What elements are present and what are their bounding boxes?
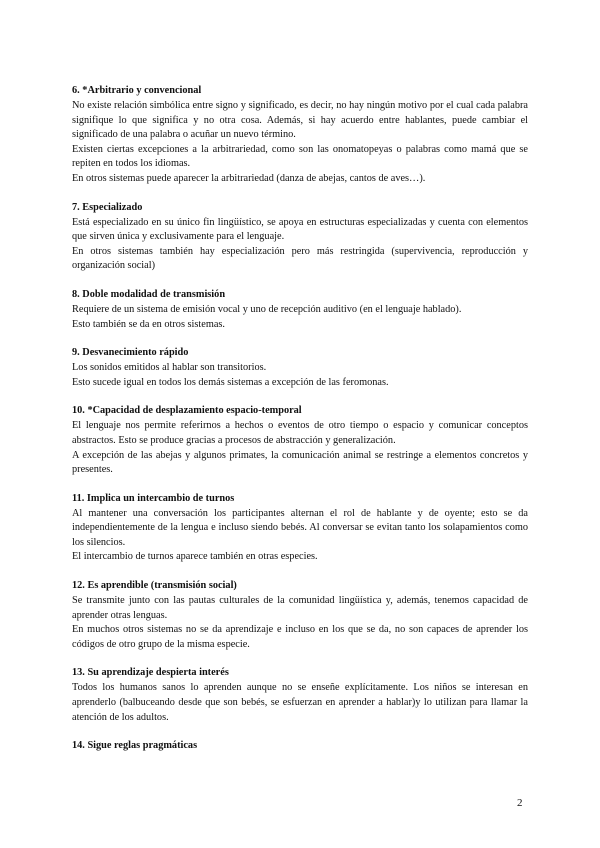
section-title: 14. Sigue reglas pragmáticas (72, 740, 198, 752)
section-title: 13. Su aprendizaje despierta interés (72, 667, 229, 679)
paragraph: Todos los humanos sanos lo aprenden aunque no se enseñe explícitamente. Los niños se interesan en aprenderlo (balbuceando desde que son bebés, se esfuerzan en aprender a hablar)y lo utilizan para llamar la atención de los adultos. (72, 682, 528, 723)
section-7 (72, 201, 528, 274)
paragraph: Se transmite junto con las pautas culturales de la comunidad lingüística y, además, tenemos capacidad de aprender otras lenguas. (72, 595, 528, 621)
section-10 (72, 404, 528, 477)
document-page (72, 84, 528, 767)
section-12 (72, 579, 528, 652)
paragraph: Está especializado en su único fin lingüístico, se apoya en estructuras especializadas y cuenta con elementos que sirven única y exclusivamente para el lenguaje. (72, 216, 528, 243)
section-title: 7. Especializado (72, 201, 143, 213)
paragraph: Existen ciertas excepciones a la arbitrariedad, como son las onomatopeyas o palabras como mamá que se repiten en todos los idiomas. (72, 143, 528, 170)
section-title: 9. Desvanecimiento rápido (72, 347, 189, 359)
paragraph: Los sonidos emitidos al hablar son transitorios. (72, 362, 267, 374)
paragraph: No existe relación simbólica entre signo y significado, es decir, no hay ningún motivo por el cual cada palabra signifique lo que significa y no otra cosa. Además, si hay acuerdo entre hablantes, puede cambiar el significado de una palabra o acuñar un nuevo término. (72, 100, 528, 141)
section-9 (72, 346, 528, 390)
section-title: 10. *Capacidad de desplazamiento espacio-temporal (72, 405, 302, 417)
page-number: 2 (517, 797, 523, 809)
section-title: 11. Implica un intercambio de turnos (72, 492, 235, 504)
section-title: 8. Doble modalidad de transmisión (72, 288, 226, 300)
paragraph: A excepción de las abejas y algunos primates, la comunicación animal se restringe a elementos concretos y presentes. (72, 449, 528, 476)
paragraph: El intercambio de turnos aparece también en otras especies. (72, 551, 318, 563)
paragraph: Al mantener una conversación los participantes alternan el rol de hablante y de oyente; esto se da independientemente de la lengua e incluso siendo bebés. Al conversar se evitan tanto los solapamientos como los silencios. (72, 507, 528, 548)
paragraph: Esto sucede igual en todos los demás sistemas a excepción de las feromonas. (72, 376, 389, 388)
paragraph: En muchos otros sistemas no se da aprendizaje e incluso en los que se da, no son capaces de aprender los códigos de otro grupo de la misma especie. (72, 624, 528, 650)
section-title: 12. Es aprendible (transmisión social) (72, 580, 237, 592)
section-8 (72, 288, 528, 332)
section-11 (72, 492, 528, 565)
section-6 (72, 84, 528, 187)
section-title: 6. *Arbitrario y convencional (72, 85, 202, 96)
paragraph: En otros sistemas puede aparecer la arbitrariedad (danza de abejas, cantos de aves…). (72, 172, 426, 184)
section-14 (72, 739, 528, 753)
paragraph: En otros sistemas también hay especialización pero más restringida (supervivencia, reproducción y organización social) (72, 245, 528, 272)
paragraph: Requiere de un sistema de emisión vocal y uno de recepción auditivo (en el lenguaje hablado). (72, 303, 462, 315)
section-13 (72, 666, 528, 725)
paragraph: Esto también se da en otros sistemas. (72, 318, 225, 330)
paragraph: El lenguaje nos permite referirnos a hechos o eventos de otro tiempo o espacio y comunicar conceptos abstractos. Esto se produce gracias a procesos de abstracción y generalización. (72, 420, 528, 446)
